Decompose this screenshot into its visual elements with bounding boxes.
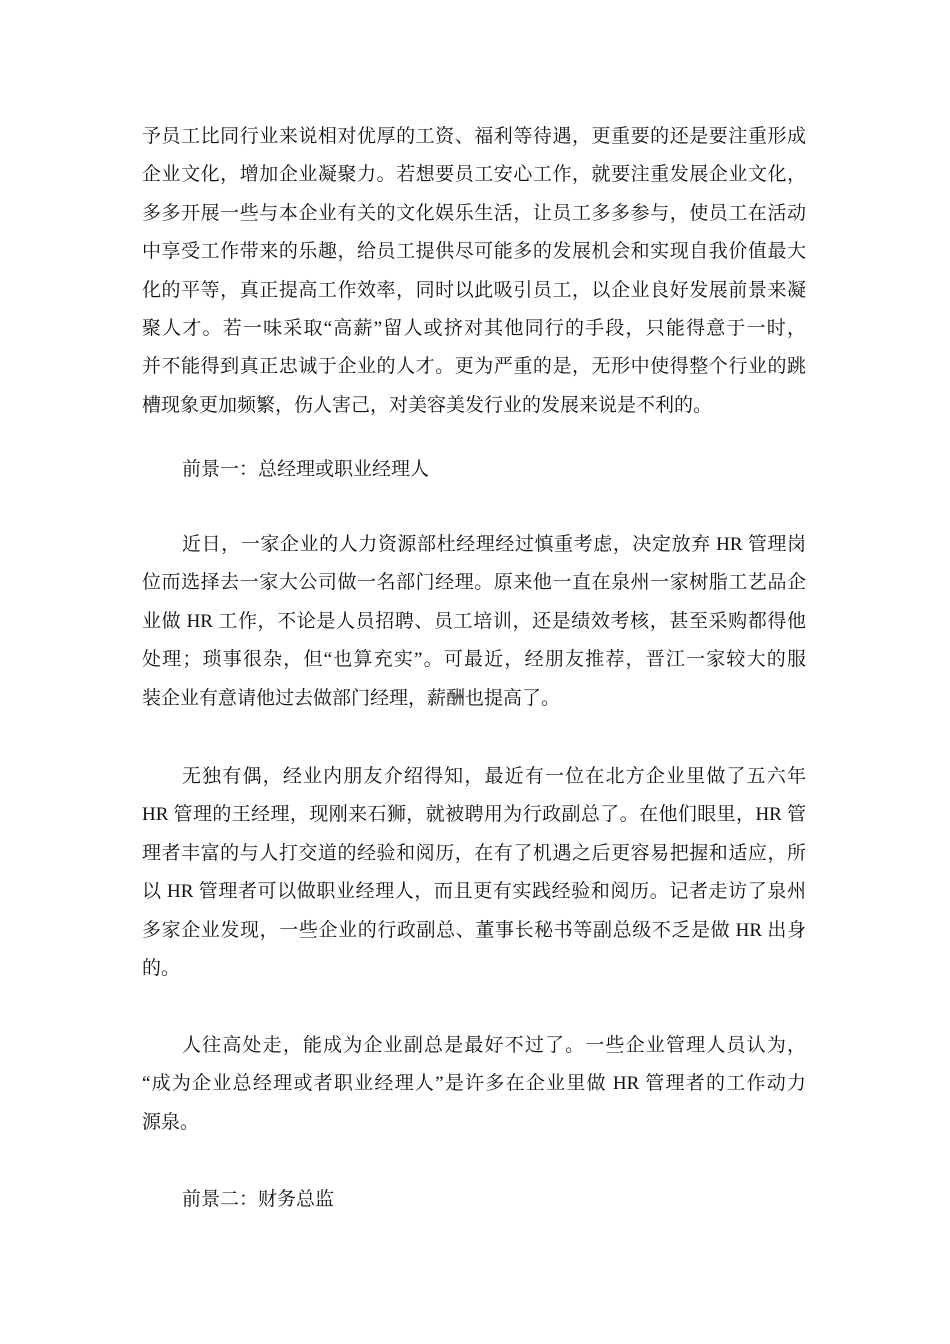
text-line: 多家企业发现，一些企业的行政副总、董事长秘书等副总级不乏是做 HR 出身 — [142, 919, 806, 941]
text-line: 理者丰富的与人打交道的经验和阅历，在有了机遇之后更容易把握和适应，所 — [142, 842, 806, 864]
text-line: 位而选择去一家大公司做一名部门经理。原来他一直在泉州一家树脂工艺品企 — [142, 572, 806, 594]
paragraph-3 — [142, 758, 806, 988]
text-line: 处理；琐事很杂，但“也算充实”。可最近，经朋友推荐，晋江一家较大的服 — [142, 649, 806, 671]
section-heading-2 — [142, 1181, 806, 1219]
heading-text: 前景二：财务总监 — [182, 1189, 335, 1210]
text-line: 并不能得到真正忠诚于企业的人才。更为严重的是，无形中使得整个行业的跳 — [142, 356, 806, 378]
text-line: 以 HR 管理者可以做职业经理人，而且更有实践经验和阅历。记者走访了泉州 — [142, 881, 806, 903]
text-line: 多多开展一些与本企业有关的文化娱乐生活，让员工多多参与，使员工在活动 — [142, 202, 806, 224]
text-line: 源泉。 — [142, 1111, 200, 1133]
text-line: 化的平等，真正提高工作效率，同时以此吸引员工，以企业良好发展前景来凝 — [142, 279, 806, 301]
text-line: 无独有偶，经业内朋友介绍得知，最近有一位在北方企业里做了五六年 — [182, 766, 806, 787]
text-line: 槽现象更加频繁，伤人害己，对美容美发行业的发展来说是不利的。 — [142, 394, 713, 416]
text-line: “成为企业总经理或者职业经理人”是许多在企业里做 HR 管理者的工作动力 — [142, 1073, 806, 1095]
text-line: 人往高处走，能成为企业副总是最好不过了。一些企业管理人员认为， — [182, 1035, 806, 1056]
text-line: 中享受工作带来的乐趣，给员工提供尽可能多的发展机会和实现自我价值最大 — [142, 241, 806, 263]
paragraph-1 — [142, 118, 806, 425]
text-line: 企业文化，增加企业凝聚力。若想要员工安心工作，就要注重发展企业文化， — [142, 164, 806, 186]
text-line: 予员工比同行业来说相对优厚的工资、福利等待遇，更重要的还是要注重形成 — [142, 126, 806, 147]
text-line: HR 管理的王经理，现刚来石狮，就被聘用为行政副总了。在他们眼里，HR 管 — [142, 804, 806, 826]
paragraph-2 — [142, 526, 806, 718]
text-line: 的。 — [142, 957, 181, 979]
text-line: 聚人才。若一味采取“高薪”留人或挤对其他同行的手段，只能得意于一时， — [142, 317, 806, 339]
heading-text: 前景一：总经理或职业经理人 — [182, 459, 430, 480]
section-heading-1 — [142, 451, 806, 489]
text-line: 近日，一家企业的人力资源部杜经理经过慎重考虑，决定放弃 HR 管理岗 — [182, 534, 806, 555]
text-line: 装企业有意请他过去做部门经理，薪酬也提高了。 — [142, 687, 561, 709]
paragraph-4 — [142, 1027, 806, 1142]
text-line: 业做 HR 工作，不论是人员招聘、员工培训，还是绩效考核，甚至采购都得他 — [142, 610, 806, 632]
